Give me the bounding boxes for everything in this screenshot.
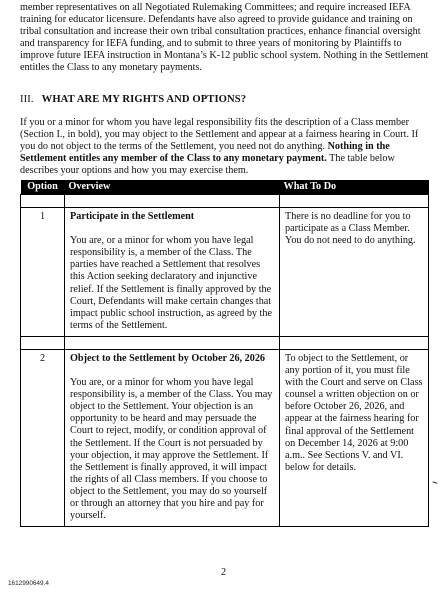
rights-bold-text: Nothing in the Settlement entitles any member of the Class to any monetary payment. [20,141,390,165]
section-heading [20,94,246,105]
table-spacer [21,336,429,349]
options-table [20,180,429,527]
option-number: 2 [21,349,65,526]
option-title: Object to the Settlement by October 26, 2026 [70,352,266,364]
page-number: 2 [220,567,227,578]
option-overview: You are, or a minor for whom you have legal responsibility is, a member of the Class. You may object to the Settlement. Your objection is an opportunity to be heard and may persuade the Court to reject, modify, or condition approval of the Settlement. If the Court is not persuaded by your objection, it may approve the Settlement. If the Settlement is finally approved, it will impact the rights of all Class members. If you choose to object to the Settlement, you may do so yourself or through an attorney that you hire and pay for yourself. [70,377,273,522]
table-row [21,349,429,526]
option-overview: You are, or a minor for whom you have legal responsibility is, a member of the Class. The parties have reached a Settlement that resolves this Action seeking declaratory and injunctive relief. If the Settlement is finally approved by the Court, Defendants will make certain changes that impact public school instruction, as agreed by the terms of the Settlement. [70,235,272,331]
option-number: 1 [21,208,65,337]
rights-text: If you or a minor for whom you have legal responsibility fits the description of a Class member (Section I., in bold), you may object to the Settlement and appear at a fairness hearing in Court. If you do not object to the terms of the Settlement, you need not do anything. [20,117,419,153]
header-overview: Overview [65,180,280,195]
what-to-do-cell: To object to the Settlement, or any portion of it, you must file with the Court and serve on Class counsel a written objection on or before October 26, 2026, and appear at the fairness hearing for final approval of the Settlement on December 14, 2026 at 9:00 a.m.. See Sections V. and VI. below for details. [280,349,429,526]
option-title: Participate in the Settlement [70,211,195,223]
rights-paragraph [20,117,430,177]
header-option: Option [21,180,65,195]
table-row [21,208,429,337]
header-what-to-do: What To Do [280,180,429,195]
table-header-row [21,180,429,195]
rights-tail-text: The table below describes your options and how you may exercise them. [20,153,395,177]
table-spacer [21,195,429,208]
section-number: III. [20,94,34,105]
margin-mark [431,481,437,486]
overview-cell [65,349,280,526]
what-to-do-cell: There is no deadline for you to participate as a Class Member. You do not need to do anything. [280,208,429,337]
overview-cell [65,208,280,337]
section-title: WHAT ARE MY RIGHTS AND OPTIONS? [41,94,247,105]
intro-paragraph: member representatives on all Negotiated Rulemaking Committees; and require increased IEFA training for educator licensure. Defendants have also agreed to provide guidance and training on tribal consultation and increase their own tribal consultation practices, enhance financial oversight and transparency for IEFA funding, and to submit to three years of monitoring by Plaintiffs to improve future IEFA instruction in Montana’s K-12 public school system. Nothing in the Settlement entitles the Class to any monetary payments. [20,2,429,74]
document-id: 1612990649.4 [8,580,49,587]
